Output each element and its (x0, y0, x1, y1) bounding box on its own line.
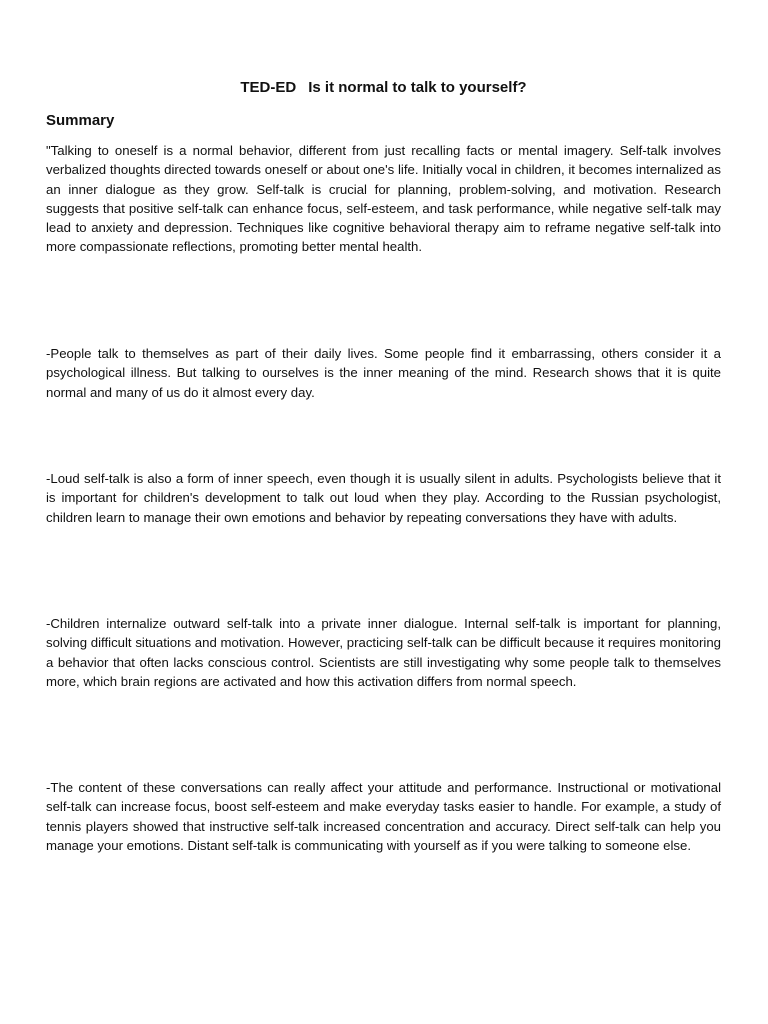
body-paragraph: -Children internalize outward self-talk into a private inner dialogue. Internal self-talk is important for planning, solving difficult situations and motivation. However, practicing self-talk can be difficult because it requires monitoring a behavior that often lacks conscious control. Scientists are still investigating why some people talk to themselves more, which brain regions are activated and how this activation differs from normal speech. (46, 616, 721, 689)
summary-heading: Summary (46, 112, 115, 129)
document-page (46, 0, 721, 1024)
body-paragraph: -Loud self-talk is also a form of inner speech, even though it is usually silent in adults. Psychologists believe that it is important for children's development to talk out loud when they play. According to the Russian psychologist, children learn to manage their own emotions and behavior by repeating conversations they have with adults. (46, 471, 721, 525)
body-paragraph: -The content of these conversations can really affect your attitude and performance. Instructional or motivational self-talk can increase focus, boost self-esteem and make everyday tasks easier to handle. For example, a study of tennis players showed that instructive self-talk increased concentration and accuracy. Direct self-talk can help you manage your emotions. Distant self-talk is communicating with yourself as if you were talking to someone else. (46, 780, 721, 853)
body-paragraph: -People talk to themselves as part of their daily lives. Some people find it embarrassing, others consider it a psychological illness. But talking to ourselves is the inner meaning of the mind. Research shows that it is quite normal and many of us do it almost every day. (46, 346, 721, 400)
summary-paragraph: "Talking to oneself is a normal behavior, different from just recalling facts or mental imagery. Self-talk involves verbalized thoughts directed towards oneself or about one's life. Initially vocal in children, it becomes internalized as an inner dialogue as they grow. Self-talk is crucial for planning, problem-solving, and motivation. Research suggests that positive self-talk can enhance focus, self-esteem, and task performance, while negative self-talk may lead to anxiety and depression. Techniques like cognitive behavioral therapy aim to reframe negative self-talk into more compassionate reflections, promoting better mental health. (46, 143, 721, 255)
title-question: Is it normal to talk to yourself? (308, 79, 527, 96)
title-source: TED-ED (240, 79, 297, 96)
document-title (46, 78, 721, 98)
